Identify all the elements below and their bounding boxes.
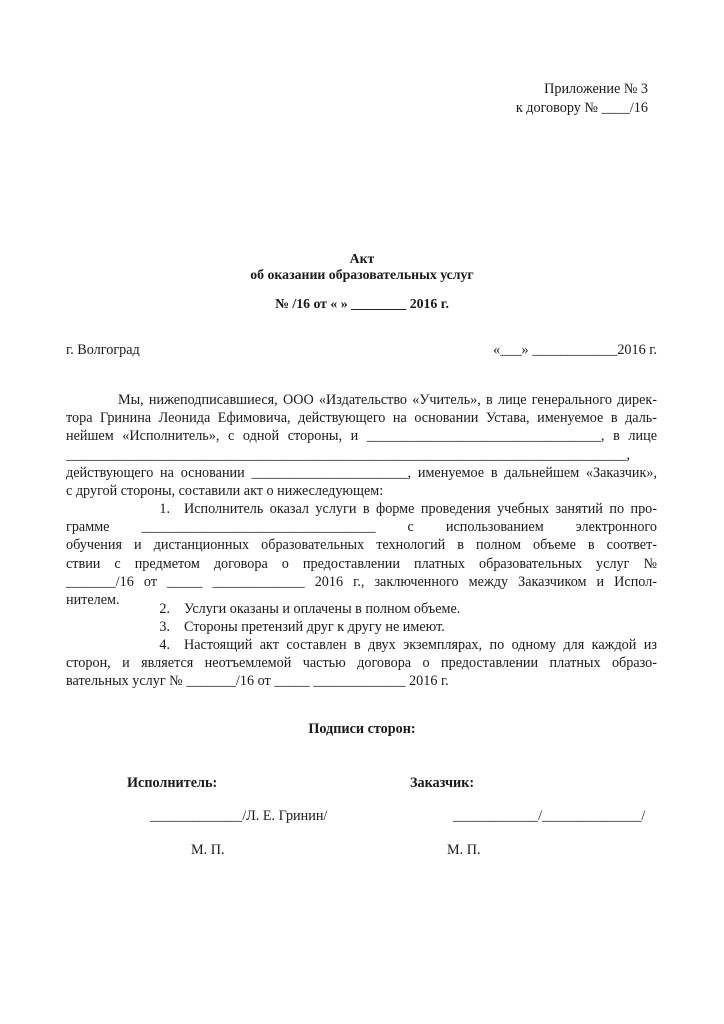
- item-line: Услуги оказаны и оплачены в полном объеме.: [184, 601, 461, 617]
- list-item: [66, 618, 657, 636]
- item-line: _______/16 от _____ _____________ 2016 г., заключенного между Заказчиком и Испол-: [66, 573, 657, 590]
- item-line: вательных услуг № _______/16 от _____ _____________ 2016 г.: [66, 673, 449, 690]
- list-item: [66, 600, 657, 618]
- executor-stamp-place: М. П.: [191, 842, 225, 858]
- item-number: 3.: [159, 619, 170, 635]
- city: г. Волгоград: [66, 342, 140, 358]
- list-item: [66, 636, 657, 691]
- preamble-line: Мы, нижеподписавшиеся, ООО «Издательство «Учитель», в лице генерального дирек-: [118, 392, 657, 408]
- preamble: [66, 391, 657, 500]
- item-line: ствии с предметом договора о предоставлении платных образовательных услуг №: [66, 555, 657, 572]
- item-line: обучения и дистанционных образовательных технологий в полном объеме в соответ-: [66, 537, 657, 554]
- item-line: Исполнитель оказал услуги в форме проведения учебных занятий по про-: [184, 501, 657, 517]
- preamble-line: _______________________________________________________________________________,: [66, 446, 630, 463]
- doc-subtitle: об оказании образовательных услуг: [250, 267, 474, 282]
- preamble-line: действующего на основании ______________________, именуемое в дальнейшем «Заказчик»,: [66, 464, 657, 481]
- preamble-line: тора Гринина Леонида Ефимовича, действующего на основании Устава, именуемое в даль-: [66, 410, 657, 427]
- preamble-line: нейшем «Исполнитель», с одной стороны, и _________________________________, в лице: [66, 428, 657, 445]
- document-date: «___» ____________2016 г.: [493, 342, 657, 358]
- executor-label: Исполнитель:: [127, 775, 218, 791]
- executor-signature-line: _____________/Л. Е. Гринин/: [150, 808, 328, 824]
- doc-title: Акт: [349, 251, 375, 266]
- customer-label: Заказчик:: [410, 775, 475, 791]
- list-item: [66, 500, 657, 609]
- item-line: сторон, и является неотъемлемой частью договора о предоставлении платных образо-: [66, 655, 657, 672]
- item-line: грамме _________________________________ с использованием электронного: [66, 519, 657, 536]
- item-number: 4.: [159, 637, 170, 653]
- annex-line-1: Приложение № 3: [544, 81, 648, 97]
- item-line: нителем.: [66, 591, 120, 608]
- item-number: 1.: [159, 501, 170, 517]
- doc-number-line: № /16 от « » ________ 2016 г.: [275, 296, 449, 311]
- place-date-row: [66, 342, 657, 359]
- preamble-line: с другой стороны, составили акт о нижеследующем:: [66, 482, 384, 499]
- customer-signature-line: ____________/______________/: [453, 808, 646, 824]
- customer-stamp-place: М. П.: [447, 842, 481, 858]
- item-line: Настоящий акт составлен в двух экземплярах, по одному для каждой из: [184, 637, 657, 653]
- annex-header: [516, 80, 648, 118]
- signatures-title: Подписи сторон:: [308, 721, 416, 737]
- item-line: Стороны претензий друг к другу не имеют.: [184, 619, 445, 635]
- item-number: 2.: [159, 601, 170, 617]
- annex-line-2: к договору № ____/16: [515, 100, 648, 116]
